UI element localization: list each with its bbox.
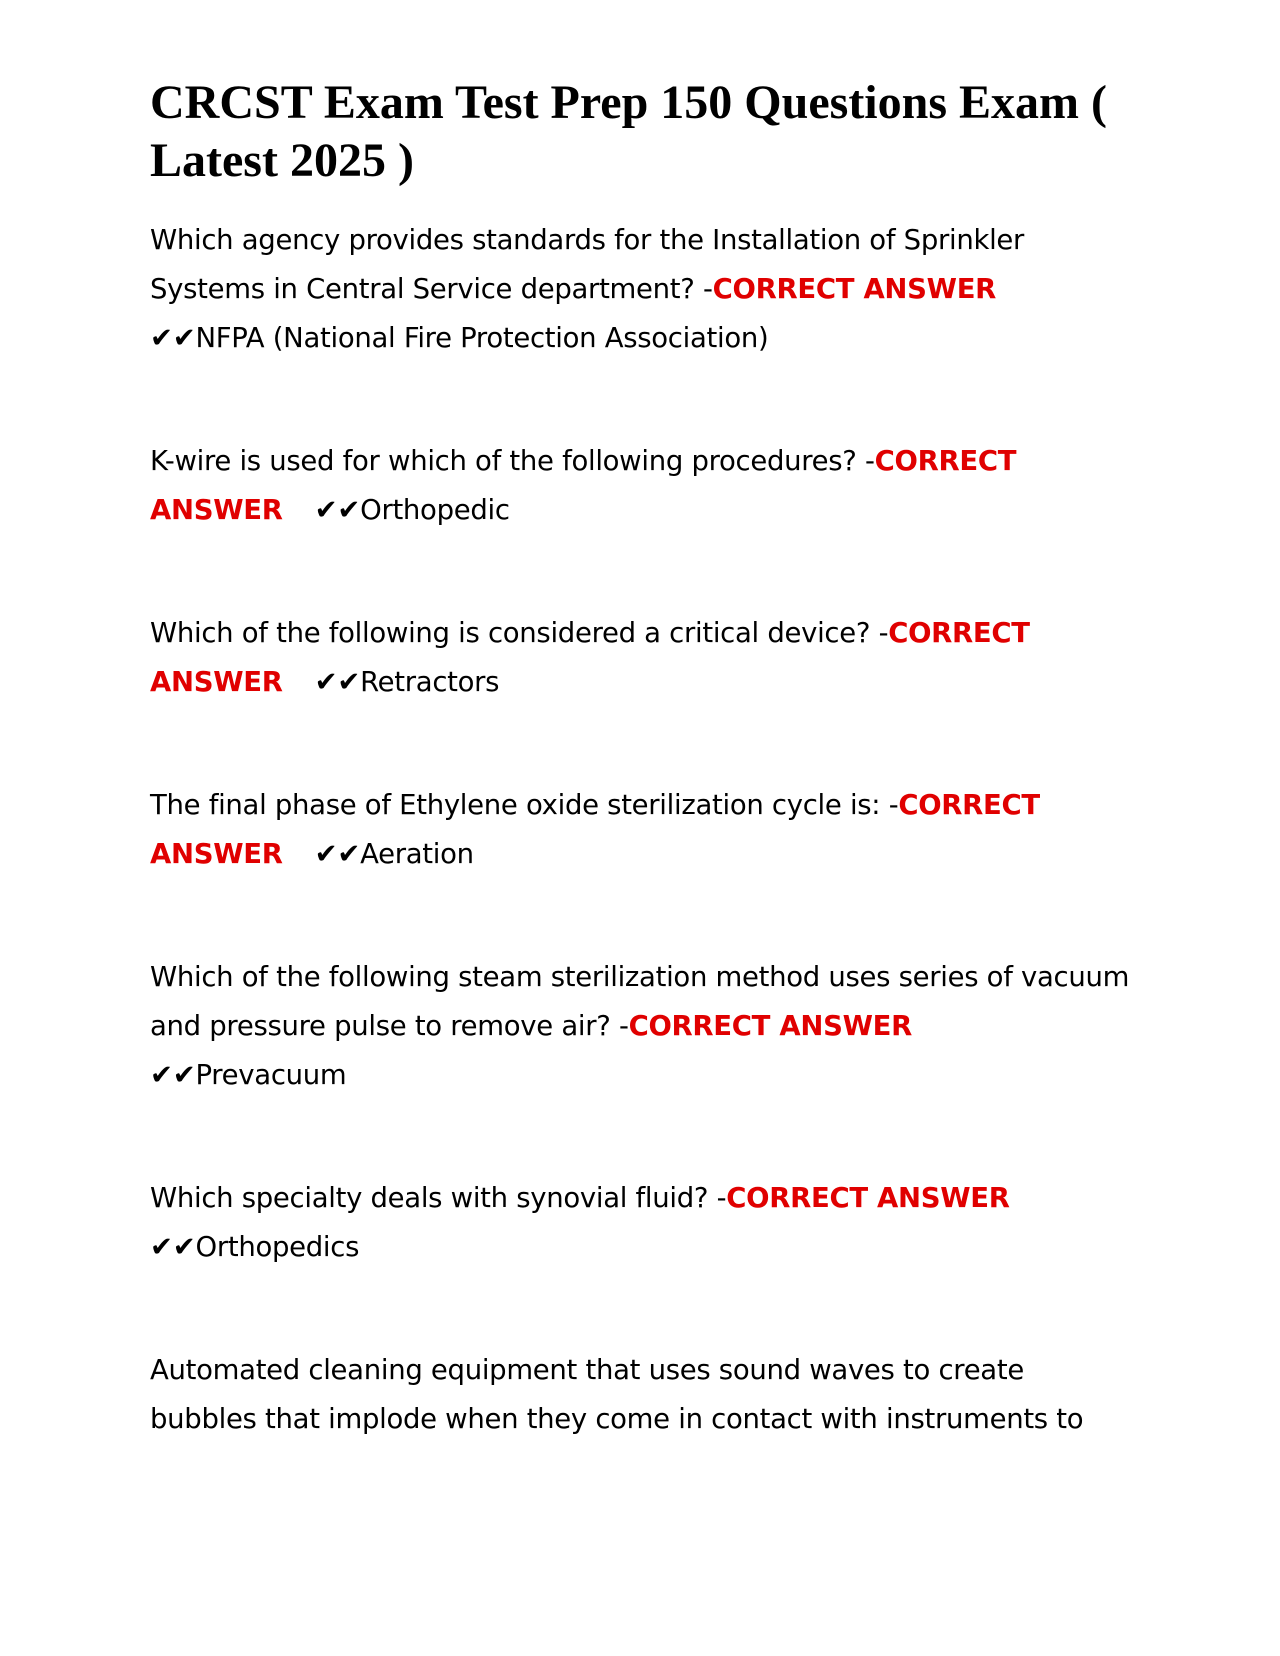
double-check-icon: ✔✔: [150, 1231, 196, 1263]
correct-answer-label: CORRECT ANSWER: [150, 617, 1030, 698]
question-text: Which specialty deals with synovial fluid? -: [150, 1182, 727, 1214]
double-check-icon: ✔✔: [314, 838, 361, 870]
answer-text: Orthopedics: [195, 1231, 360, 1263]
double-check-icon: ✔✔: [314, 666, 361, 698]
question-item: [150, 216, 1135, 363]
document-title: CRCST Exam Test Prep 150 Questions Exam ( Latest 2025 ): [150, 76, 1107, 187]
double-check-icon: ✔✔: [314, 494, 361, 526]
double-check-icon: ✔✔: [150, 322, 196, 354]
correct-answer-label: CORRECT ANSWER: [628, 1010, 913, 1042]
question-item: [150, 953, 1135, 1100]
answer-text: Retractors: [360, 666, 500, 698]
question-text: Automated cleaning equipment that uses sound waves to create bubbles that implode when they come in contact with instruments to: [150, 1354, 1084, 1435]
question-text: Which agency provides standards for the Installation of Sprinkler Systems in Central Service department? -: [150, 224, 1025, 305]
answer-text: Prevacuum: [195, 1059, 347, 1091]
question-text: The final phase of Ethylene oxide sterilization cycle is: -: [150, 789, 899, 821]
question-item: [150, 1346, 1135, 1444]
answer-text: NFPA (National Fire Protection Association): [195, 322, 769, 354]
question-item: [150, 781, 1135, 879]
question-text: Which of the following steam sterilization method uses series of vacuum and pressure pulse to remove air? -: [150, 961, 1130, 1042]
correct-answer-label: CORRECT ANSWER: [150, 445, 1017, 526]
correct-answer-label: CORRECT ANSWER: [150, 789, 1040, 870]
question-item: [150, 437, 1135, 535]
correct-answer-label: CORRECT ANSWER: [712, 273, 997, 305]
question-text: K-wire is used for which of the following procedures? -: [150, 445, 875, 477]
question-item: [150, 1174, 1135, 1272]
answer-text: Aeration: [360, 838, 474, 870]
correct-answer-label: CORRECT ANSWER: [726, 1182, 1010, 1214]
document-body: [150, 74, 1135, 1522]
double-check-icon: ✔✔: [150, 1059, 196, 1091]
answer-text: Orthopedic: [360, 494, 510, 526]
question-item: [150, 609, 1135, 707]
question-text: Which of the following is considered a critical device? -: [150, 617, 889, 649]
